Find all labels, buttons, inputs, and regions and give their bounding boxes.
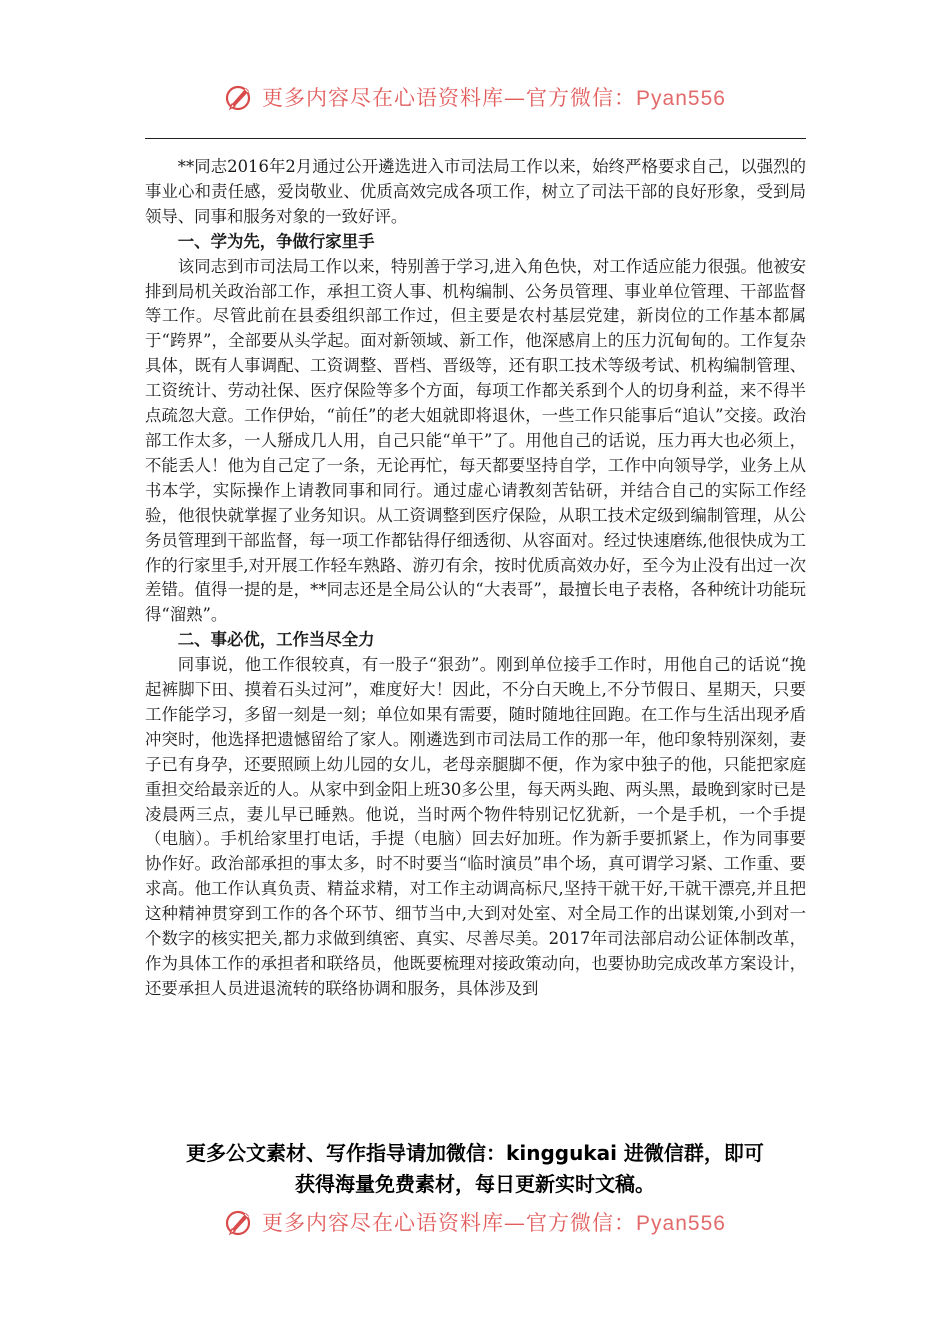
promo-notice: [100, 1138, 850, 1200]
section-heading-1: 一、学为先，争做行家里手: [177, 231, 375, 251]
pen-logo-icon: [224, 82, 254, 112]
article-paragraph-section-1: 该同志到市司法局工作以来，特别善于学习,进入角色快，对工作适应能力很强。他被安排到局机关政治部工作，承担工资人事、机构编制、公务员管理、事业单位管理、干部监督等工作。尽管此前在县委组织部工作过，但主要是农村基层党建，新岗位的工作基本都属于“跨界”，全部要从头学起。面对新领域、新工作，他深感肩上的压力沉甸甸的。工作复杂具体，既有人事调配、工资调整、晋档、晋级等，还有职工技术等级考试、机构编制管理、工资统计、劳动社保、医疗保险等多个方面，每项工作都关系到个人的切身利益，来不得半点疏忽大意。工作伊始，“前任”的老大姐就即将退休，一些工作只能事后“追认”交接。政治部工作太多，一人掰成几人用，自己只能“单干”了。用他自己的话说，压力再大也必须上，不能丢人！他为自己定了一条，无论再忙，每天都要坚持自学，工作中向领导学，业务上从书本学，实际操作上请教同事和同行。通过虚心请教刻苦钻研，并结合自己的实际工作经验，他很快就掌握了业务知识。从工资调整到医疗保险，从职工技术定级到编制管理，从公务员管理到干部监督，每一项工作都钻得仔细透彻、从容面对。经过快速磨练,他很快成为工作的行家里手,对开展工作轻车熟路、游刃有余，按时优质高效办好，至今为止没有出过一次差错。值得一提的是，**同志还是全局公认的“大表哥”，最擅长电子表格，各种统计功能玩得“溜熟”。: [145, 256, 806, 625]
footer-banner-label: 更多内容尽在心语资料库—官方微信：: [262, 1211, 637, 1235]
section-heading-2: 二、事必优，工作当尽全力: [177, 630, 375, 650]
header-banner-label: 更多内容尽在心语资料库—官方微信：: [262, 86, 637, 110]
header-divider: [145, 138, 806, 139]
promo-line-1: 更多公文素材、写作指导请加微信：kinggukai 进微信群，即可: [186, 1141, 764, 1165]
header-banner-brand: Pyan556: [636, 87, 726, 110]
footer-banner-inner: [224, 1207, 726, 1237]
header-banner-inner: [224, 82, 726, 112]
article-paragraph-section-2: 同事说，他工作很较真，有一股子“狠劲”。刚到单位接手工作时，用他自己的话说“挽起裤脚下田、摸着石头过河”，难度好大！因此，不分白天晚上,不分节假日、星期天，只要工作能学习，多留一刻是一刻；单位如果有需要，随时随地往回跑。在工作与生活出现矛盾冲突时，他选择把遗憾留给了家人。刚遴选到市司法局工作的那一年，他印象特别深刻，妻子已有身孕，还要照顾上幼儿园的女儿，老母亲腿脚不便，作为家中独子的他，只能把家庭重担交给最亲近的人。从家中到金阳上班30多公里，每天两头跑、两头黑，最晚到家时已是凌晨两三点，妻儿早已睡熟。他说，当时两个物件特别记忆犹新，一个是手机，一个手提（电脑）。手机给家里打电话，手提（电脑）回去好加班。作为新手要抓紧上，作为同事要协作好。政治部承担的事太多，时不时要当“临时演员”串个场，真可谓学习紧、工作重、要求高。他工作认真负责、精益求精，对工作主动调高标尺,坚持干就干好,干就干漂亮,并且把这种精神贯穿到工作的各个环节、细节当中,大到对处室、对全局工作的出谋划策,小到对一个数字的核实把关,都力求做到缜密、真实、尽善尽美。2017年司法部启动公证体制改革，作为具体工作的承担者和联络员，他既要梳理对接政策动向，也要协助完成改革方案设计，还要承担人员进退流转的联络协调和服务，具体涉及到: [145, 655, 806, 998]
article-body: [145, 155, 806, 1002]
header-banner: [0, 82, 950, 122]
pen-logo-icon: [224, 1207, 254, 1237]
footer-banner-text: [262, 1207, 726, 1237]
footer-banner-brand: Pyan556: [636, 1212, 726, 1235]
footer-banner: [0, 1207, 950, 1247]
header-banner-text: [262, 82, 726, 112]
article-paragraph-intro: **同志2016年2月通过公开遴选进入市司法局工作以来，始终严格要求自己，以强烈的事业心和责任感，爱岗敬业、优质高效完成各项工作，树立了司法干部的良好形象，受到局领导、同事和服务对象的一致好评。: [145, 157, 806, 226]
promo-line-2: 获得海量免费素材，每日更新实时文稿。: [295, 1172, 655, 1196]
